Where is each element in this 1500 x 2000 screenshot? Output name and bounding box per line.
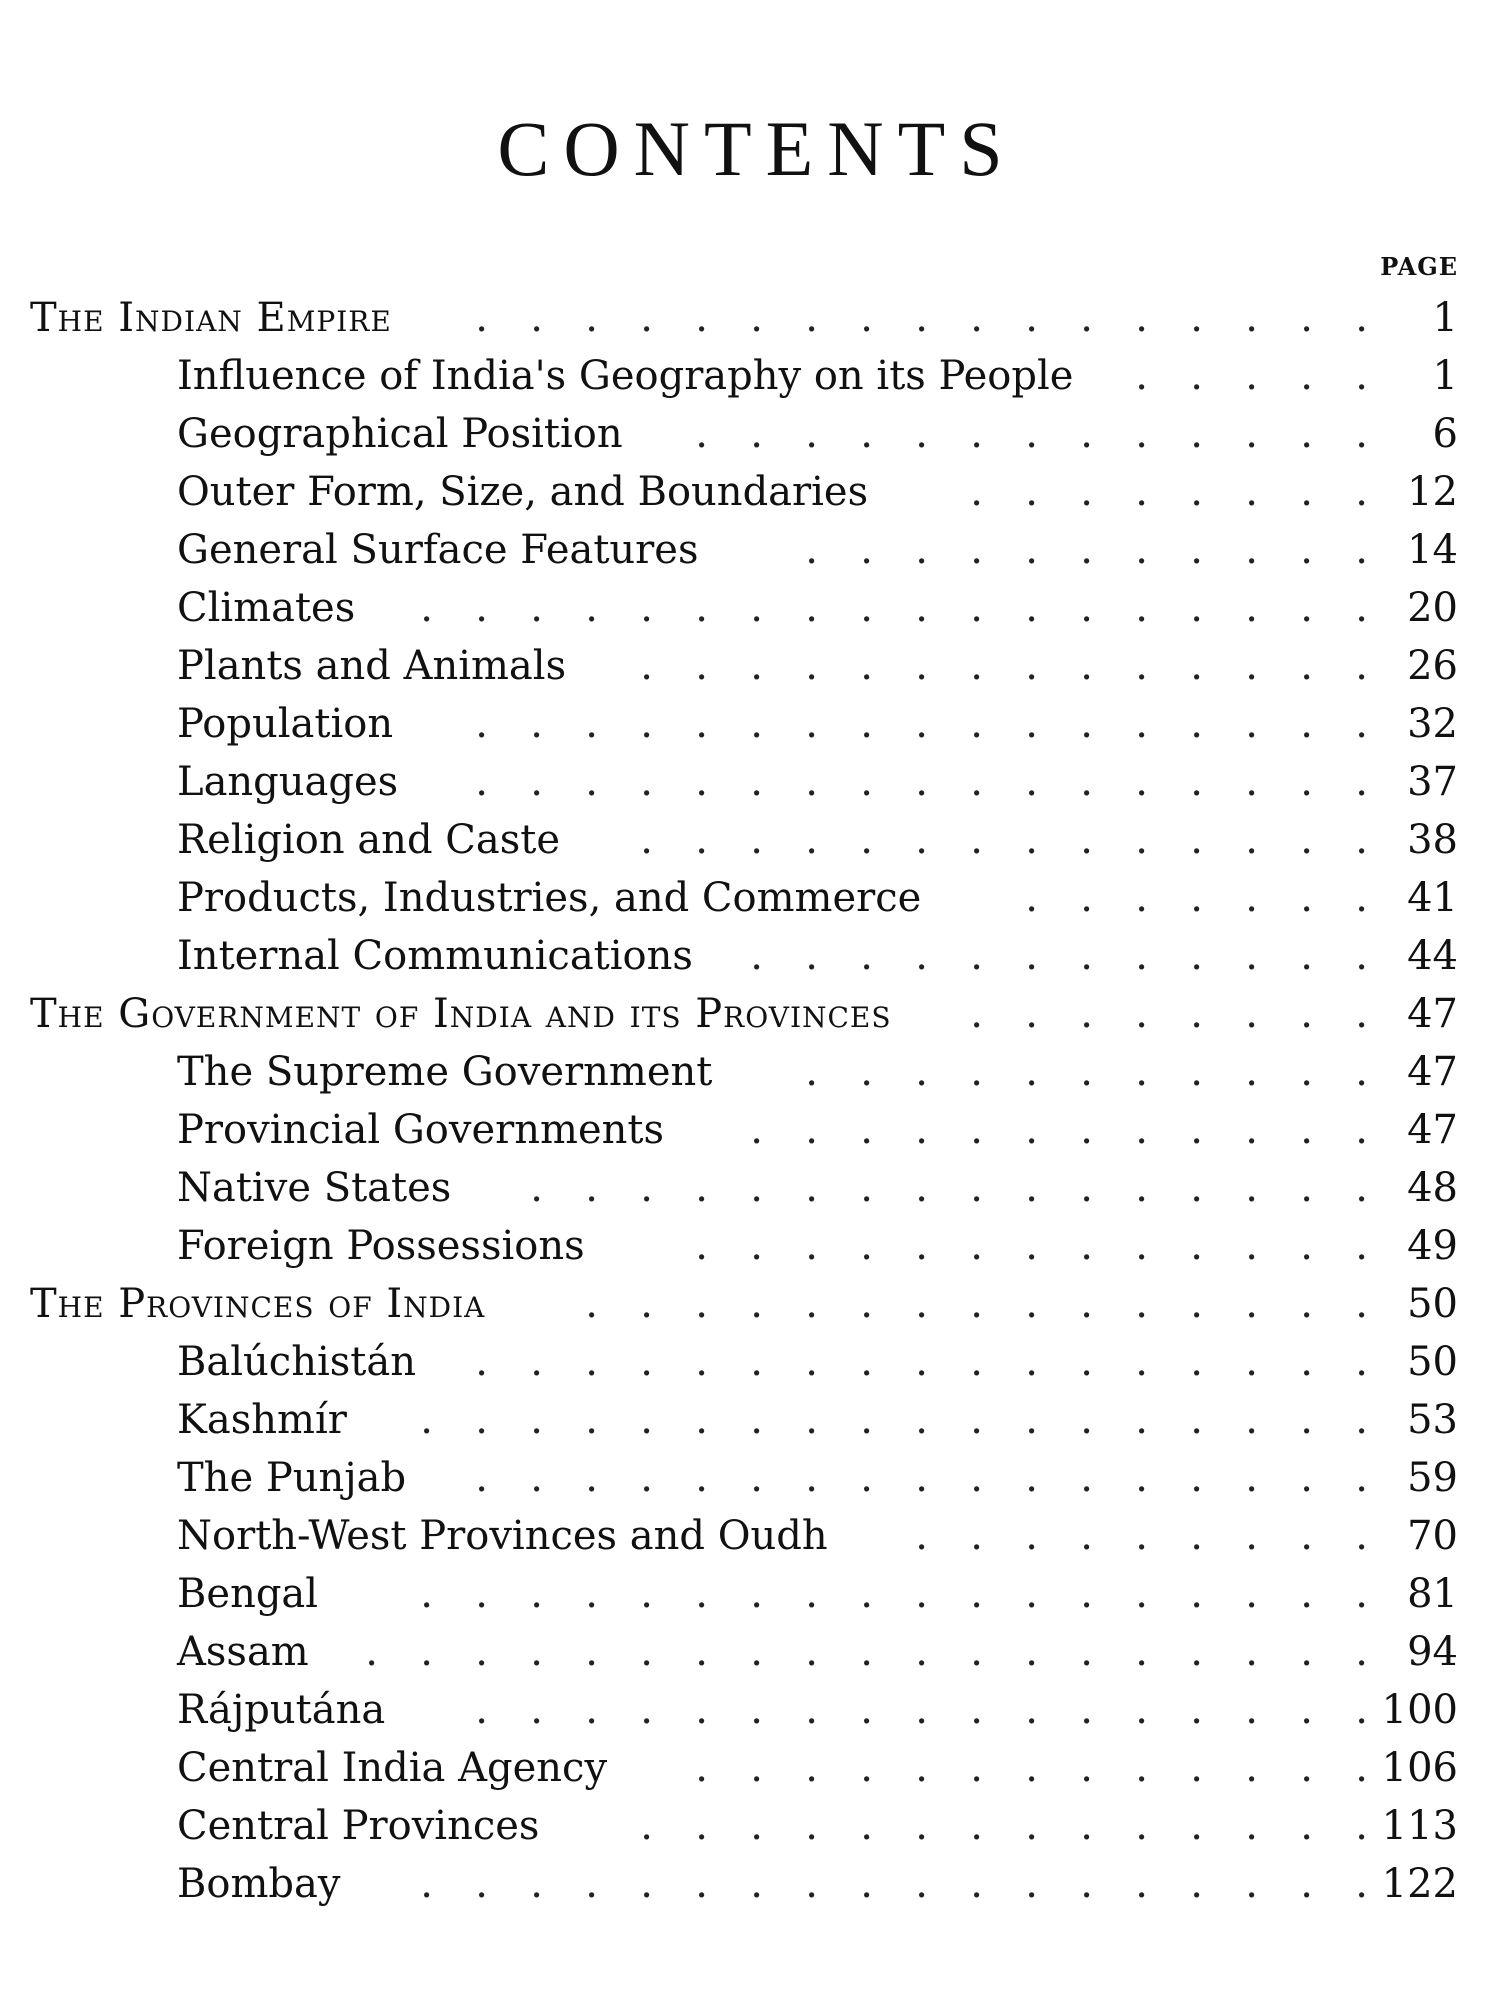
toc-entry-title: Population	[177, 701, 394, 747]
toc-section-heading	[0, 985, 1500, 1043]
dot-leader: . . . . . . . .	[970, 469, 1368, 515]
page-title: CONTENTS	[497, 105, 1017, 192]
dot-leader: . . . . . . . . . . .	[805, 527, 1368, 573]
toc-page-number: 38	[1407, 817, 1458, 863]
toc-page-number: 53	[1407, 1397, 1458, 1443]
toc-entry-title: Outer Form, Size, and Boundaries	[177, 469, 869, 515]
toc-page-number: 94	[1407, 1629, 1458, 1675]
dot-leader: . . . . . . . . . . . . .	[695, 1223, 1368, 1269]
toc-entry	[0, 1681, 1500, 1739]
toc-page-number: 122	[1381, 1861, 1458, 1907]
toc-page-number: 44	[1407, 933, 1458, 979]
dot-leader: . . . . . . .	[1025, 875, 1368, 921]
toc-entry-title: Bengal	[177, 1571, 319, 1617]
dot-leader: . . . . . . . . . . . . . . . .	[530, 1165, 1368, 1211]
dot-leader: . . . . . . . . . . . . . . .	[585, 1281, 1368, 1327]
toc-page-number: 50	[1407, 1281, 1458, 1327]
toc-page-number: 26	[1407, 643, 1458, 689]
toc-page-number: 14	[1407, 527, 1458, 573]
toc-entry	[0, 753, 1500, 811]
toc-entry-title: Plants and Animals	[177, 643, 567, 689]
toc-entry-title: Balúchistán	[177, 1339, 416, 1385]
toc-section-heading	[0, 289, 1500, 347]
toc-entry	[0, 1507, 1500, 1565]
dot-leader: . . . . . . . . . . . . . . . . .	[475, 701, 1368, 747]
toc-entry	[0, 347, 1500, 405]
toc-page-number: 48	[1407, 1165, 1458, 1211]
toc-entry-title: Central India Agency	[177, 1745, 608, 1791]
toc-page-number: 37	[1407, 759, 1458, 805]
dot-leader: . . . . . . . . . . . . . . . . .	[475, 1455, 1368, 1501]
toc-entry-title: Products, Industries, and Commerce	[177, 875, 922, 921]
toc-page-number: 12	[1407, 469, 1458, 515]
toc-page-number: 47	[1407, 1107, 1458, 1153]
toc-entry-title: Geographical Position	[177, 411, 623, 457]
toc-page-number: 81	[1407, 1571, 1458, 1617]
toc-page-number: 50	[1407, 1339, 1458, 1385]
dot-leader: . . . . . . . . . . . . . . . . .	[475, 759, 1368, 805]
toc-page-number: 20	[1407, 585, 1458, 631]
toc-entry-title: Assam	[177, 1629, 309, 1675]
toc-entry	[0, 1101, 1500, 1159]
toc-page-number: 106	[1381, 1745, 1458, 1791]
toc-entry	[0, 521, 1500, 579]
toc-page-number: 1	[1432, 295, 1458, 341]
toc-entry-title: The Government of India and its Provinces	[30, 991, 892, 1037]
toc-entry-title: Religion and Caste	[177, 817, 560, 863]
toc-entry	[0, 1855, 1500, 1913]
dot-leader: . . . . . . . . . . . . . . . . . . .	[365, 1629, 1368, 1675]
toc-entry-title: Climates	[177, 585, 356, 631]
dot-leader: . . . . . . . . . . . . . . . . . .	[420, 585, 1368, 631]
dot-leader: . . . . . . . .	[970, 991, 1368, 1037]
toc-entry	[0, 637, 1500, 695]
table-of-contents	[0, 289, 1500, 1913]
toc-page-number: 49	[1407, 1223, 1458, 1269]
toc-entry-title: Influence of India's Geography on its People	[177, 353, 1074, 399]
toc-entry-title: Languages	[177, 759, 399, 805]
toc-entry-title: Native States	[177, 1165, 452, 1211]
dot-leader: . . . . . . . . . . . . . .	[640, 817, 1368, 863]
toc-page-number: 70	[1407, 1513, 1458, 1559]
toc-entry-title: Central Provinces	[177, 1803, 540, 1849]
dot-leader: . . . . . . . . .	[915, 1513, 1368, 1559]
dot-leader: . . . . . . . . . . . . . .	[640, 1803, 1368, 1849]
toc-page-number: 113	[1381, 1803, 1458, 1849]
toc-entry	[0, 1159, 1500, 1217]
toc-entry-title: Bombay	[177, 1861, 341, 1907]
toc-entry	[0, 811, 1500, 869]
dot-leader: . . . . . . . . . . . .	[750, 1107, 1368, 1153]
toc-page-number: 47	[1407, 991, 1458, 1037]
toc-entry	[0, 1391, 1500, 1449]
toc-page-number: 100	[1381, 1687, 1458, 1733]
dot-leader: . . . . . . . . . . . . .	[695, 1745, 1368, 1791]
toc-page-number: 47	[1407, 1049, 1458, 1095]
toc-entry-title: Provincial Governments	[177, 1107, 664, 1153]
dot-leader: . . . . . . . . . . . . . . . . . .	[420, 1861, 1368, 1907]
dot-leader: . . . . . . . . . . . . . . . . . .	[420, 1571, 1368, 1617]
toc-entry-title: The Supreme Government	[177, 1049, 713, 1095]
toc-entry	[0, 1043, 1500, 1101]
toc-entry-title: The Provinces of India	[30, 1281, 486, 1327]
toc-entry-title: North-West Provinces and Oudh	[177, 1513, 828, 1559]
dot-leader: . . . . . . . . . . . .	[750, 933, 1368, 979]
dot-leader: . . . . . . . . . . . . . .	[640, 643, 1368, 689]
toc-entry	[0, 1797, 1500, 1855]
toc-entry	[0, 927, 1500, 985]
toc-page-number: 6	[1432, 411, 1458, 457]
toc-page-number: 59	[1407, 1455, 1458, 1501]
toc-entry-title: Foreign Possessions	[177, 1223, 585, 1269]
page-column-label: PAGE	[1380, 252, 1458, 281]
toc-entry	[0, 1449, 1500, 1507]
dot-leader: . . . . . . . . . . .	[805, 1049, 1368, 1095]
toc-page-number: 1	[1432, 353, 1458, 399]
toc-entry	[0, 463, 1500, 521]
toc-entry-title: The Punjab	[177, 1455, 407, 1501]
toc-entry	[0, 405, 1500, 463]
toc-entry-title: Internal Communications	[177, 933, 693, 979]
toc-entry	[0, 1333, 1500, 1391]
dot-leader: . . . . . . . . . . . . . . . . .	[475, 295, 1368, 341]
dot-leader: . . . . . . . . . . . . .	[695, 411, 1368, 457]
toc-page-number: 41	[1407, 875, 1458, 921]
toc-entry	[0, 1739, 1500, 1797]
toc-section-heading	[0, 1275, 1500, 1333]
toc-entry	[0, 695, 1500, 753]
toc-entry	[0, 1565, 1500, 1623]
dot-leader: . . . . . . . . . . . . . . . . . .	[420, 1397, 1368, 1443]
toc-entry	[0, 579, 1500, 637]
dot-leader: . . . . .	[1135, 353, 1368, 399]
toc-entry	[0, 869, 1500, 927]
toc-entry-title: General Surface Features	[177, 527, 699, 573]
toc-entry-title: Kashmír	[177, 1397, 347, 1443]
toc-entry-title: The Indian Empire	[30, 295, 392, 341]
toc-entry	[0, 1217, 1500, 1275]
toc-entry-title: Rájputána	[177, 1687, 386, 1733]
dot-leader: . . . . . . . . . . . . . . . . .	[475, 1687, 1368, 1733]
toc-page-number: 32	[1407, 701, 1458, 747]
dot-leader: . . . . . . . . . . . . . . . . .	[475, 1339, 1368, 1385]
toc-entry	[0, 1623, 1500, 1681]
